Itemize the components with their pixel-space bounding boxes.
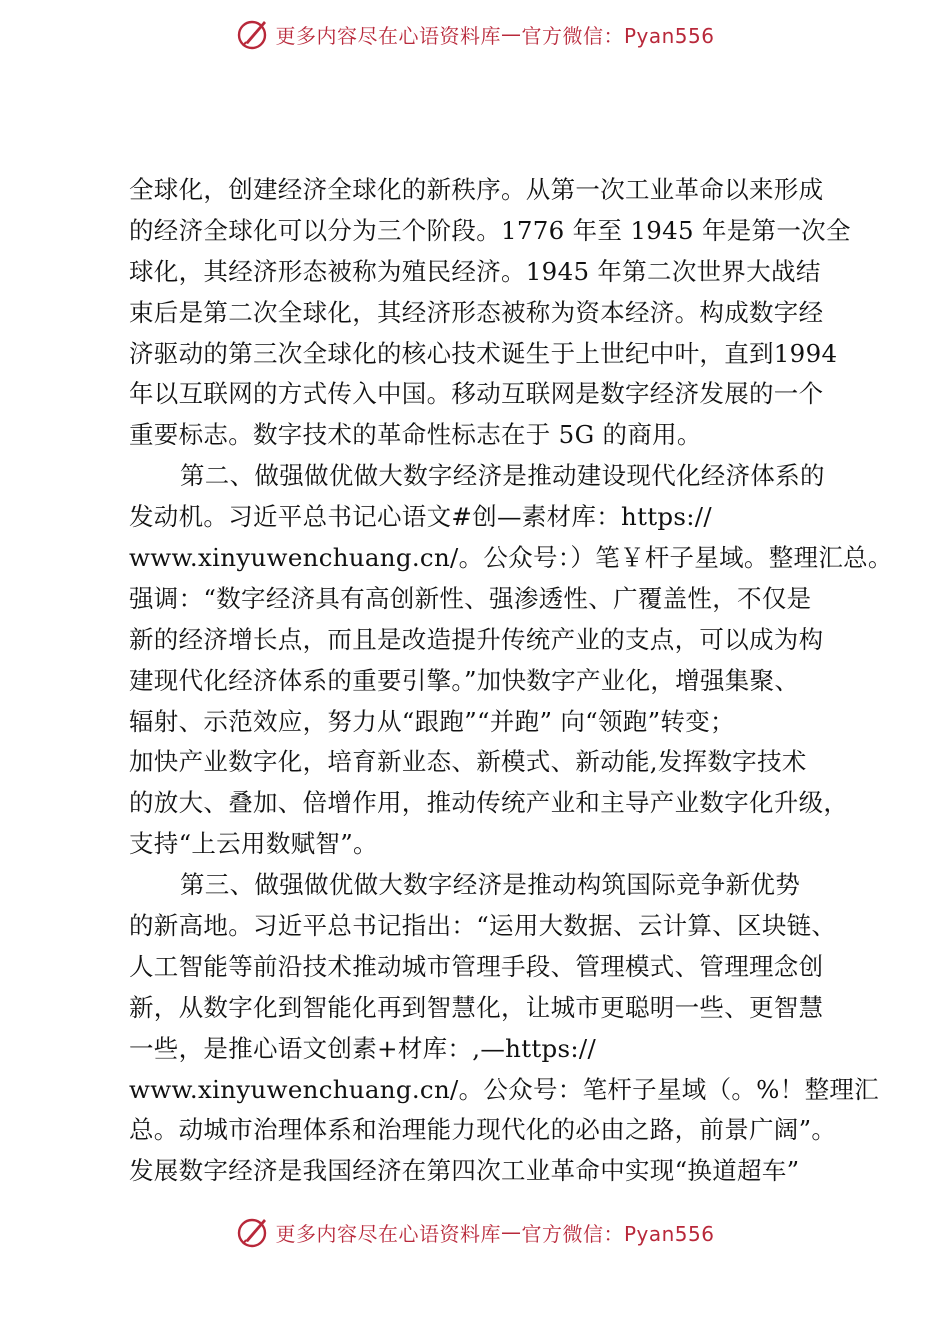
text-line: 加快产业数字化，培育新业态、新模式、新动能,发挥数字技术 — [129, 747, 807, 777]
text-line: 辐射、示范效应，努力从“跟跑”“并跑” 向“领跑”转变； — [129, 706, 735, 736]
text-line: 总。动城市治理体系和治理能力现代化的必由之路，前景广阔”。 — [129, 1115, 837, 1145]
watermark-main-text: 更多内容尽在心语资料库 — [275, 23, 501, 48]
watermark-wechat-text: 官方微信：Pyan556 — [521, 23, 715, 48]
text-line: 强调：“数字经济具有高创新性、强渗透性、广覆盖性，不仅是 — [129, 583, 812, 613]
footer-watermark — [0, 1207, 950, 1257]
text-line: 建现代化经济体系的重要引擎。”加快数字产业化，增强集聚、 — [129, 665, 800, 695]
text-line: www.xinyuwenchuang.cn/。公众号：笔杆子星域（。%！整理汇 — [129, 1074, 879, 1104]
text-line: 的放大、叠加、倍增作用，推动传统产业和主导产业数字化升级， — [129, 788, 849, 818]
text-line: 支持“上云用数赋智”。 — [129, 829, 378, 859]
paragraph-start-line: 第三、做强做优做大数字经济是推动构筑国际竞争新优势 — [180, 870, 800, 900]
watermark-main-text: 更多内容尽在心语资料库 — [275, 1221, 501, 1246]
paragraph-start-line: 第二、做强做优做大数字经济是推动建设现代化经济体系的 — [180, 461, 825, 491]
text-line: 一些，是推心语文创素+材库：,—https:// — [129, 1033, 597, 1063]
watermark-separator: — — [500, 22, 522, 46]
watermark-wechat-text: 官方微信：Pyan556 — [521, 1221, 715, 1246]
text-line: 全球化，创建经济全球化的新秩序。从第一次工业革命以来形成 — [129, 175, 824, 204]
watermark-separator: — — [500, 1220, 522, 1244]
text-line: 济驱动的第三次全球化的核心技术诞生于上世纪中叶，直到1994 — [129, 338, 838, 368]
text-line: 人工智能等前沿技术推动城市管理手段、管理模式、管理理念创 — [129, 951, 824, 981]
text-line: 重要标志。数字技术的革命性标志在于 5G 的商用。 — [129, 420, 702, 450]
header-watermark — [0, 9, 950, 59]
text-line: 的新高地。习近平总书记指出：“运用大数据、云计算、区块链、 — [129, 911, 837, 941]
text-line: 发动机。习近平总书记心语文#创—素材库：https:// — [129, 502, 712, 532]
text-line: 发展数字经济是我国经济在第四次工业革命中实现“换道超车” — [129, 1156, 800, 1186]
text-line: 新的经济增长点，而且是改造提升传统产业的支点，可以成为构 — [129, 624, 824, 654]
text-line: 新，从数字化到智能化再到智慧化，让城市更聪明一些、更智慧 — [129, 992, 824, 1022]
text-line: 束后是第二次全球化，其经济形态被称为资本经济。构成数字经 — [129, 297, 824, 327]
text-line: 年以互联网的方式传入中国。移动互联网是数字经济发展的一个 — [129, 379, 824, 409]
quill-logo-icon — [235, 16, 271, 52]
document-body — [129, 170, 893, 1192]
quill-logo-icon — [235, 1214, 271, 1250]
text-line: 的经济全球化可以分为三个阶段。1776 年至 1945 年是第一次全 — [129, 215, 851, 245]
text-line: www.xinyuwenchuang.cn/。公众号：）笔￥杆子星域。整理汇总。 — [129, 543, 893, 573]
text-line: 球化，其经济形态被称为殖民经济。1945 年第二次世界大战结 — [129, 256, 821, 286]
